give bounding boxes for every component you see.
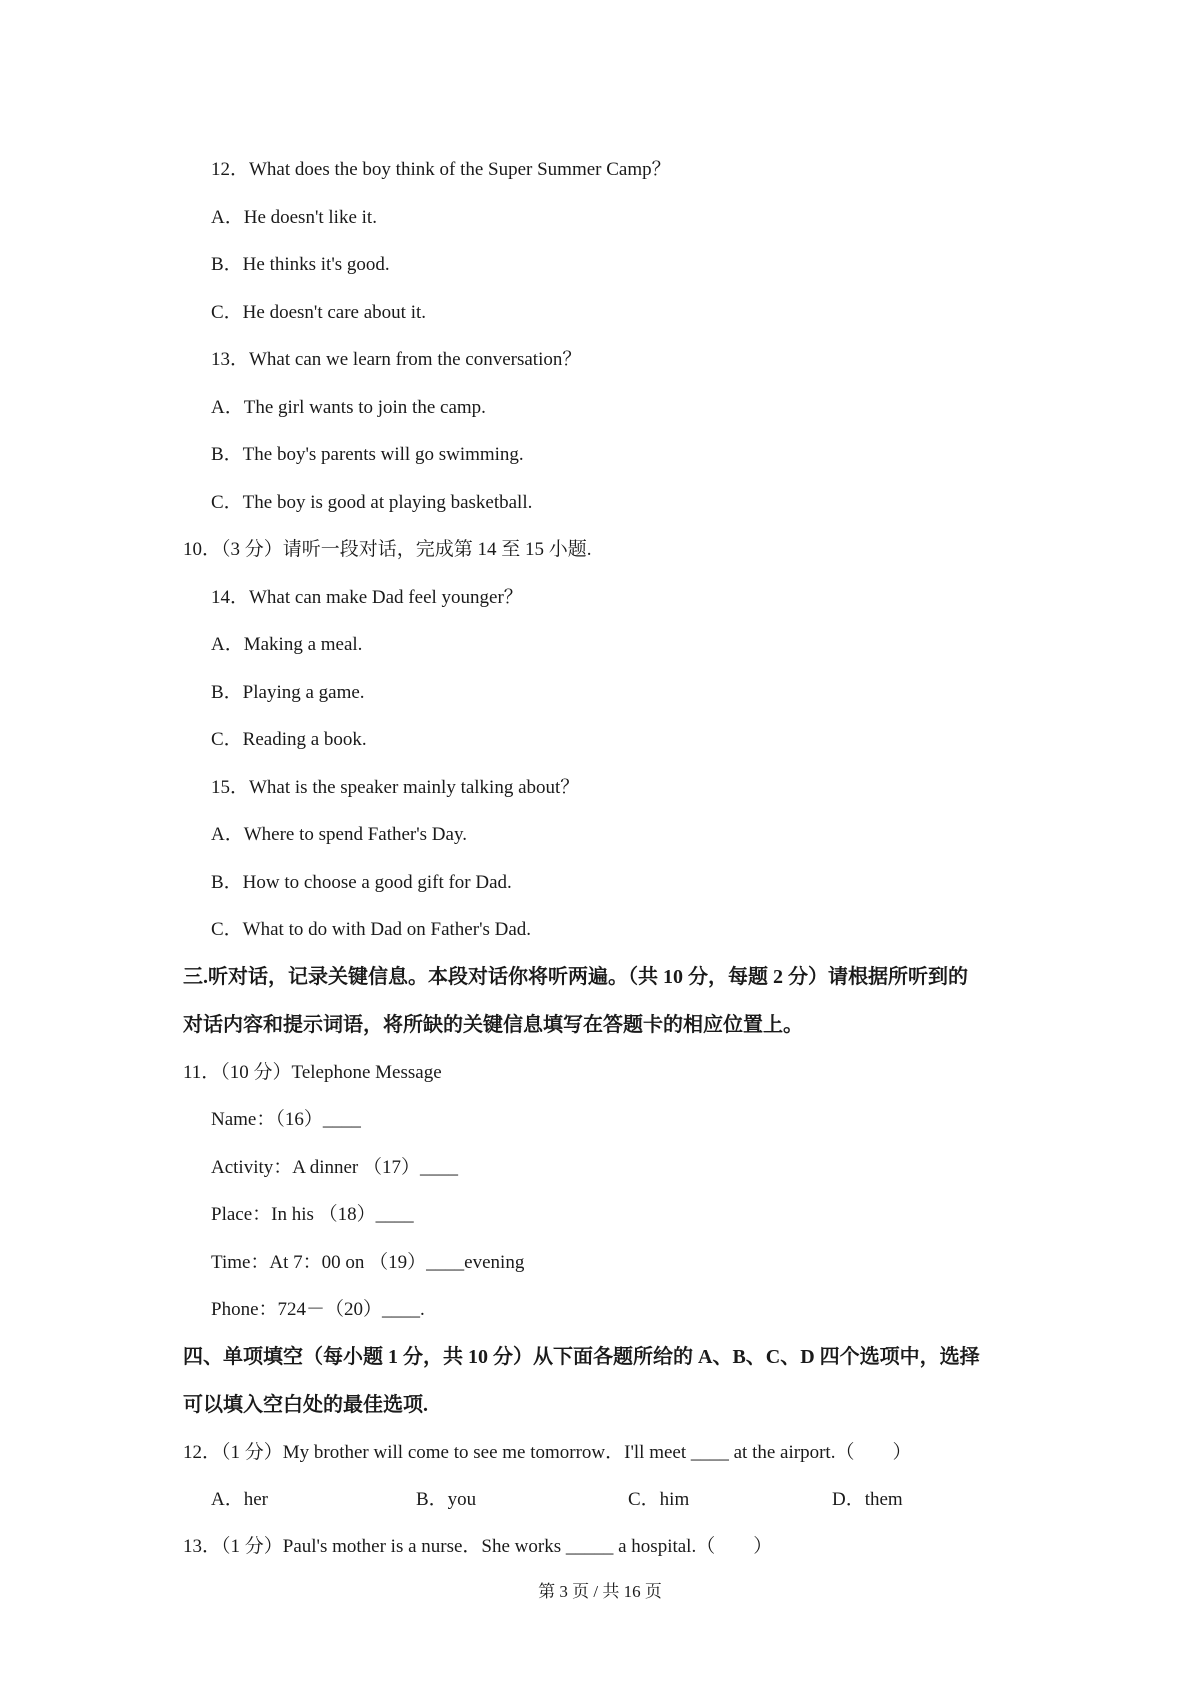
question-14-option-b: B．Playing a game. xyxy=(211,682,365,703)
question-15-stem: 15．What is the speaker mainly talking about？ xyxy=(211,777,580,798)
message-place-field: Place：In his （18）____ xyxy=(211,1204,414,1225)
section-4-heading-line1: 四、单项填空（每小题 1 分，共 10 分）从下面各题所给的 A、B、C、D 四个选项中，选择 xyxy=(183,1346,980,1368)
message-name-field: Name：（16）____ xyxy=(211,1109,361,1130)
message-activity-field: Activity：A dinner （17）____ xyxy=(211,1157,458,1178)
question-14-stem: 14．What can make Dad feel younger？ xyxy=(211,587,523,608)
question-13-option-a: A．The girl wants to join the camp. xyxy=(211,397,486,418)
section-10-heading: 10．（3 分）请听一段对话，完成第 14 至 15 小题. xyxy=(183,539,592,560)
question-13-option-b: B．The boy's parents will go swimming. xyxy=(211,444,524,465)
mc-question-13-stem: 13．（1 分）Paul's mother is a nurse．She works _____ a hospital.（ ） xyxy=(183,1536,773,1557)
question-15-option-a: A．Where to spend Father's Day. xyxy=(211,824,467,845)
page-footer: 第 3 页 / 共 16 页 xyxy=(538,1582,662,1601)
mc-question-12-option-a: A．her xyxy=(211,1489,268,1510)
question-12-option-a: A．He doesn't like it. xyxy=(211,207,377,228)
message-time-field: Time：At 7：00 on （19）____evening xyxy=(211,1252,525,1273)
question-13-option-c: C．The boy is good at playing basketball. xyxy=(211,492,533,513)
question-15-option-c: C．What to do with Dad on Father's Dad. xyxy=(211,919,532,940)
section-3-heading-line2: 对话内容和提示词语，将所缺的关键信息填写在答题卡的相应位置上。 xyxy=(183,1014,803,1036)
question-12-stem: 12．What does the boy think of the Super Summer Camp？ xyxy=(211,159,671,180)
question-14-option-c: C．Reading a book. xyxy=(211,729,367,750)
message-phone-field: Phone：724－（20）____. xyxy=(211,1299,425,1320)
mc-question-12-stem: 12．（1 分）My brother will come to see me tomorrow．I'll meet ____ at the airport.（ ） xyxy=(183,1442,912,1463)
mc-question-12-option-c: C．him xyxy=(628,1489,690,1510)
section-3-heading-line1: 三.听对话，记录关键信息。本段对话你将听两遍。（共 10 分，每题 2 分）请根据所听到的 xyxy=(183,966,968,988)
mc-question-12-option-d: D．them xyxy=(832,1489,903,1510)
section-4-heading-line2: 可以填入空白处的最佳选项. xyxy=(183,1394,428,1416)
question-12-option-b: B．He thinks it's good. xyxy=(211,254,390,275)
question-15-option-b: B．How to choose a good gift for Dad. xyxy=(211,872,512,893)
mc-question-12-option-b: B．you xyxy=(416,1489,477,1510)
question-13-stem: 13．What can we learn from the conversation？ xyxy=(211,349,582,370)
question-11-heading: 11．（10 分）Telephone Message xyxy=(183,1062,442,1083)
question-14-option-a: A．Making a meal. xyxy=(211,634,363,655)
question-12-option-c: C．He doesn't care about it. xyxy=(211,302,427,323)
